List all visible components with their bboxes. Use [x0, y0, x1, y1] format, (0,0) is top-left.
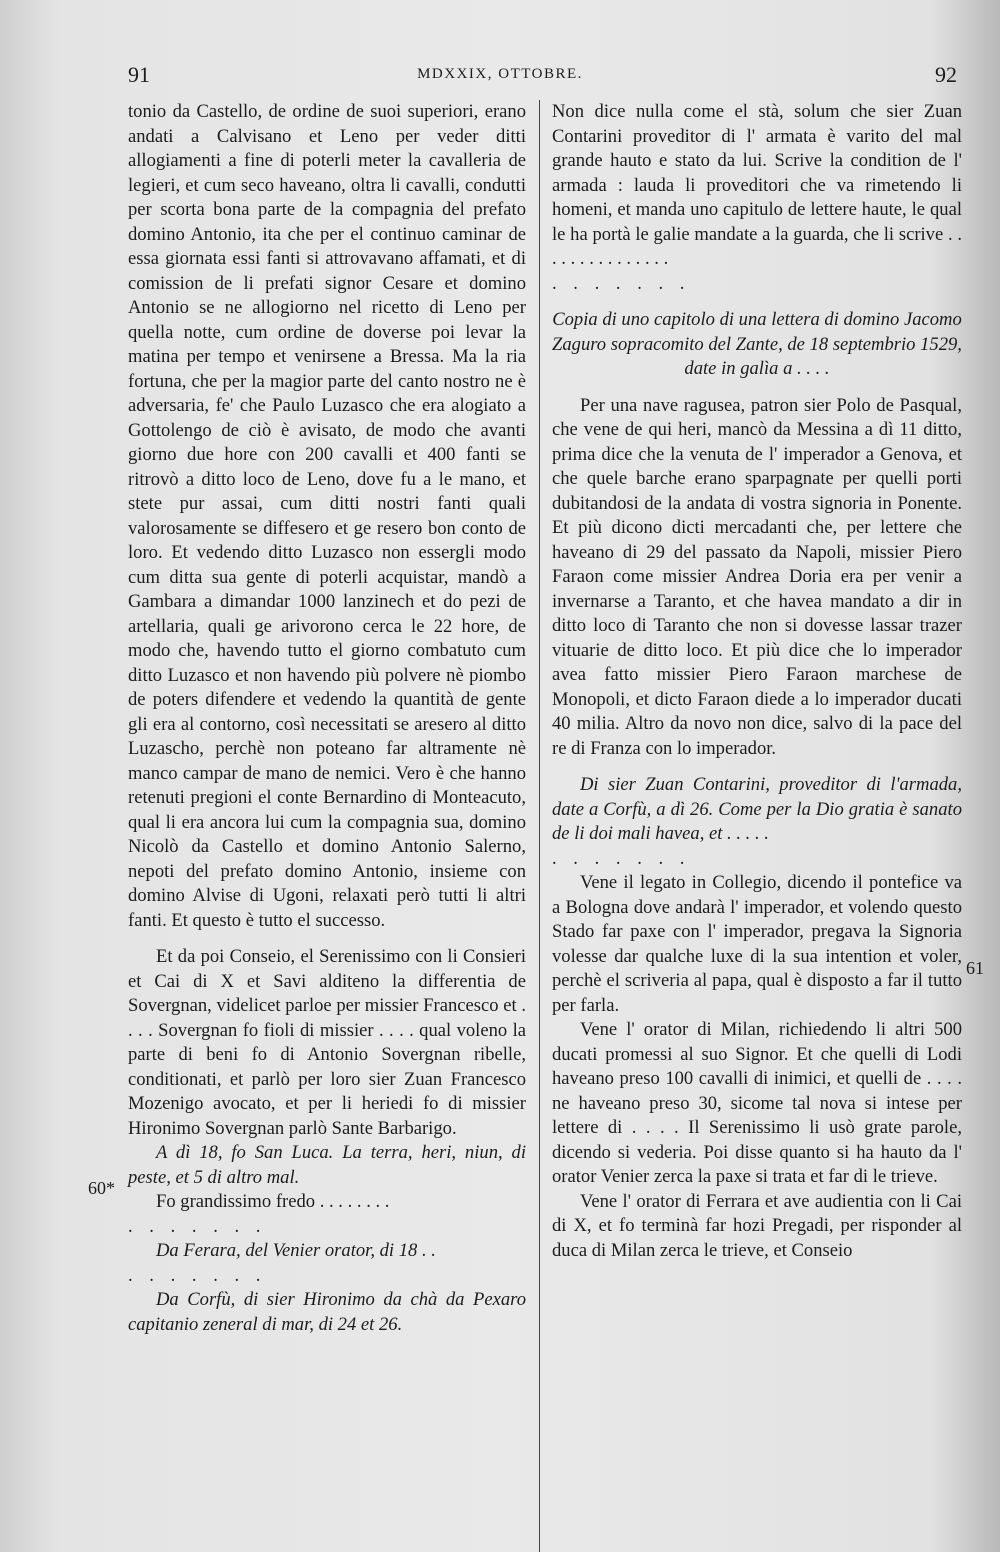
margin-note-right: 61 — [966, 958, 984, 978]
paragraph: Vene il legato in Collegio, dicendo il pontefice va a Bologna dove andarà l' imperador, et volendo questo Stado far paxe con l' imperador, pregava la Signoria volesse dar qualche luxe di la sua intention et voler, perchè el scriveria al papa, qual è disposto a far il tutto per farla. — [552, 872, 962, 1016]
paragraph: Et da poi Conseio, el Serenissimo con li Consieri et Cai di X et Savi alditeno la differentia de Sovergnan, videlicet parloe per missier Francesco et . . . . Sovergnan fo fioli di missier . . . . qual voleno la parte di beni fo di Antonio Sovergnan ribelle, conditionati, et parlò per loro sier Zuan Francesco Mozenigo avocato, et per li heriedi fo di missier Hironimo Sovergnan parlò Sante Barbarigo. — [128, 946, 526, 1139]
paragraph: Vene l' orator di Ferrara et ave audientia con li Cai di X, et fo terminà far hozi Pregadi, per risponder al duca di Milan zerca le trieve, et Conseio — [552, 1190, 962, 1261]
ellipsis-line: . . . . . . . — [552, 847, 691, 869]
ellipsis-line: . . . . . . . — [128, 1215, 267, 1237]
ellipsis-line: . . . . . . . — [552, 272, 691, 294]
left-column — [128, 100, 526, 1337]
running-title: MDXXIX, OTTOBRE. — [417, 66, 583, 82]
paragraph: Vene l' orator di Milan, richiedendo li altri 500 ducati promessi al suo Signor. Et che quelli di Lodi haveano preso 100 cavalli di inimici, et quelli de . . . . ne haveano preso 30, sicome tal nova si intese per lettere di . . . . Il Serenissimo li usò grate parole, dicendo si vederia. Poi disse quanto si ha hauto da l' orator Venier zerca la paxe si trata et far di le trieve. — [552, 1019, 962, 1187]
section-heading: Copia di uno capitolo di una lettera di domino Jacomo Zaguro sopracomito del Zante, de 18 septembrio 1529, date in galìa a . . . . — [552, 309, 962, 379]
letter-heading: Da Corfù, di sier Hironimo da chà da Pexaro capitanio zeneral di mar, di 24 et 26. — [128, 1289, 526, 1335]
margin-note-left: 60* — [88, 1178, 115, 1198]
paragraph: Fo grandissimo fredo . . . . . . . . — [156, 1191, 390, 1212]
letter-heading: Da Ferara, del Venier orator, di 18 . . — [156, 1240, 436, 1261]
letter-heading: Di sier Zuan Contarini, proveditor di l'armada, date a Corfù, a dì 26. Come per la Dio gratia è sanato de li doi mali havea, et . . . . . — [552, 774, 962, 844]
paragraph: Non dice nulla come el stà, solum che sier Zuan Contarini proveditor di l' armata è varito del mal grande hauto e stato da lui. Scrive la condition de l' armada : lauda li proveditori che va rimetendo li homeni, et manda uno capitulo de lettere haute, le qual le ha portà le galie mandate a la guarda, che li scrive . . . . . . . . . . . . . . . — [552, 101, 962, 269]
running-header — [0, 62, 1000, 92]
column-divider — [539, 100, 540, 1552]
page-number-right: 92 — [935, 62, 957, 87]
paragraph: tonio da Castello, de ordine de suoi superiori, erano andati a Calvisano et Leno per veder ditti allogiamenti a fine di poterli meter la cavalleria de legieri, et cum seco haveano, oltra li cavalli, condutti per scorta bona parte de la compagnia del prefato domino Antonio, ita che per el continuo caminar de essa giornata essi fanti si attrovavano affamati, et di comission de li prefati signor Cesare et domino Antonio se ne allogiorno nel ricetto di Leno per quella notte, cum ordine de doverse poi levar la matina per tempo et venirsene a Bressa. Ma la ria fortuna, che per la magior parte del canto nostro ne è adversaria, fe' che Paulo Luzasco che era alogiato a Gottolengo de ciò è avisato, de modo che avanti giorno due hore con 200 cavalli et 400 fanti se ritrovò a ditto loco de Leno, dove fu a le mano, et stete pur assai, cum ditti nostri fanti quali valorosamente se diffesero et ge resero bon conto de loro. Et vedendo ditto Luzasco non essergli modo cum ditta sua gente di poterli acquistar, mandò a Gambara a dimandar 1000 lanzinech et do pezi de artellaria, quali ge arivorono cerca le 22 hore, de modo che, havendo tutto el giorno combatuto cum ditto Luzasco et non havendo più polvere nè piombo de poters difendere et vedendo la quantità de gente gli era al contorno, così necessitati se aresero al ditto Luzascho, perchè non poteano far altramente nè manco campar de mano de nemici. Vero è che hanno retenuti pregioni el conte Bernardino di Monteacuto, qual li era ancora lui cum la compagnia sua, domino Nicolò da Castello et domino Antonio Salerno, nepoti del prefato domino Antonio, insieme con domino Alvise di Ugoni, relaxati però tutti li altri fanti. Et questo è tutto el successo. — [128, 101, 526, 931]
ellipsis-line: . . . . . . . — [128, 1264, 267, 1286]
page-number-left: 91 — [128, 62, 150, 87]
paragraph: Per una nave ragusea, patron sier Polo de Pasqual, che vene de qui heri, mancò da Messina a dì 11 ditto, prima dice che la venuta de l' imperador a Genova, et che quele barche erano sparpagnate per quelli porti dubitandosi de la andata di vostra signoria in Ponente. Et più dicono dicti mercadanti che, per lettere che haveano di 29 del passato da Napoli, missier Piero Faraon come missier Andrea Doria era per venir a invernarse a Taranto, et che havea mandato a dir in ditto loco di Taranto che non si dovesse lassar trazer vituarie de ditto loco. Et più dice che lo imperador avea fatto missier Piero Faraon marchese de Monopoli, et dicto Faraon diede a lo imperador ducati 40 milia. Altro da novo non dice, salvo di la pace del re di Franza con lo imperador. — [552, 394, 962, 759]
dated-entry: A dì 18, fo San Luca. La terra, heri, niun, di peste, et 5 di altro mal. — [128, 1142, 526, 1188]
right-column — [552, 100, 962, 1263]
